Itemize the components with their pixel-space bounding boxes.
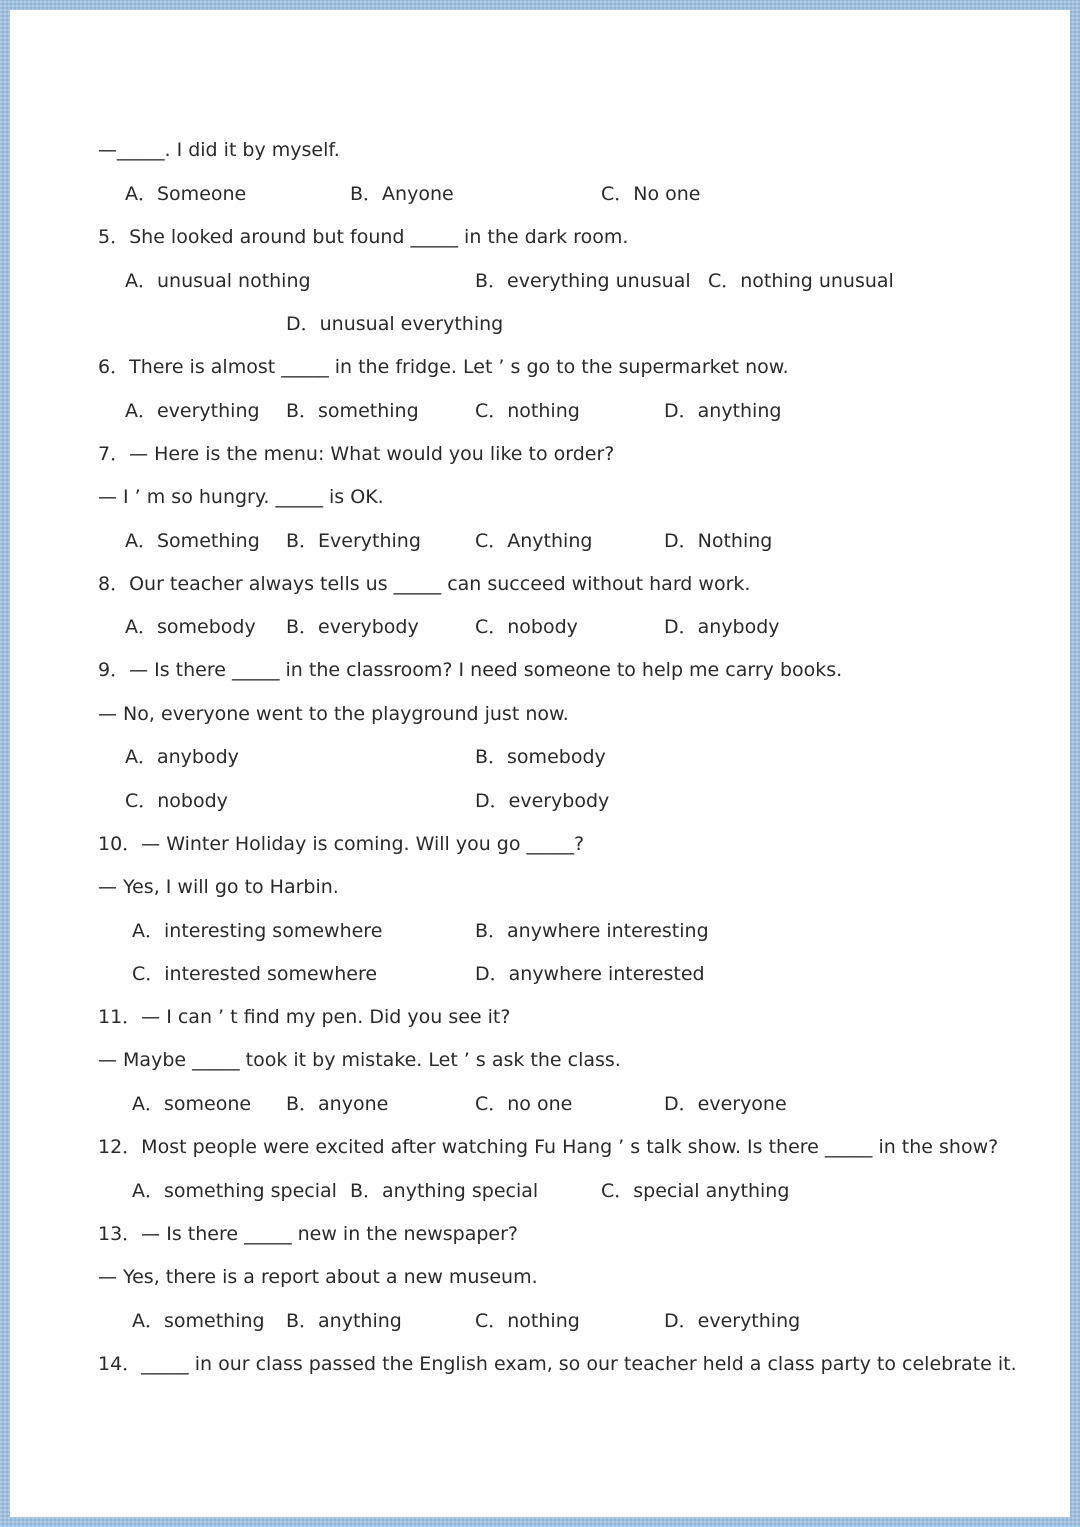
answer-option: C．nothing unusual — [708, 270, 894, 292]
question-line: 14．_____ in our class passed the English exam, so our teacher held a class party to celebrate it. — [98, 1353, 1017, 1375]
question-line: — Yes, I will go to Harbin. — [98, 876, 339, 898]
answer-option: C．nothing — [475, 1310, 580, 1332]
answer-option: D．everyone — [664, 1093, 787, 1115]
answer-option: D．everything — [664, 1310, 801, 1332]
answer-option: A．everything — [125, 400, 260, 422]
answer-option: B．everything unusual — [475, 270, 691, 292]
answer-option: B．anything — [286, 1310, 402, 1332]
answer-option: B．anywhere interesting — [475, 920, 709, 942]
worksheet-page — [10, 10, 1070, 1517]
answer-option: A．Someone — [125, 183, 247, 205]
answer-option: A．someone — [132, 1093, 252, 1115]
answer-option: C．nobody — [475, 616, 578, 638]
answer-option: C．interested somewhere — [132, 963, 378, 985]
question-line: — Maybe _____ took it by mistake. Let ’ s ask the class. — [98, 1049, 621, 1071]
question-line: 10．— Winter Holiday is coming. Will you go _____? — [98, 833, 585, 855]
question-line: — Yes, there is a report about a new museum. — [98, 1266, 538, 1288]
question-line: 8．Our teacher always tells us _____ can succeed without hard work. — [98, 573, 751, 595]
question-line: 6．There is almost _____ in the fridge. Let ’ s go to the supermarket now. — [98, 356, 789, 378]
answer-option: C．no one — [475, 1093, 573, 1115]
answer-option: A．anybody — [125, 746, 239, 768]
answer-option: A．something — [132, 1310, 265, 1332]
answer-option: C．nothing — [475, 400, 580, 422]
answer-option: D．Nothing — [664, 530, 773, 552]
question-line: —_____. I did it by myself. — [98, 139, 340, 161]
answer-option: C．special anything — [601, 1180, 790, 1202]
answer-option: A．unusual nothing — [125, 270, 311, 292]
question-line: — No, everyone went to the playground just now. — [98, 703, 569, 725]
answer-option: B．anything special — [350, 1180, 539, 1202]
answer-option: B．everybody — [286, 616, 419, 638]
answer-option: D．everybody — [475, 790, 610, 812]
answer-option: B．Everything — [286, 530, 421, 552]
answer-option: C．nobody — [125, 790, 228, 812]
question-line: 13．— Is there _____ new in the newspaper? — [98, 1223, 519, 1245]
answer-option: D．unusual everything — [286, 313, 504, 335]
answer-option: A．interesting somewhere — [132, 920, 383, 942]
question-line: 11．— I can ’ t find my pen. Did you see it? — [98, 1006, 511, 1028]
question-line: 12．Most people were excited after watching Fu Hang ’ s talk show. Is there _____ in the show? — [98, 1136, 999, 1158]
answer-option: B．somebody — [475, 746, 606, 768]
question-line: 5．She looked around but found _____ in the dark room. — [98, 226, 629, 248]
answer-option: B．something — [286, 400, 419, 422]
question-line: 9．— Is there _____ in the classroom? I need someone to help me carry books. — [98, 659, 843, 681]
answer-option: D．anywhere interested — [475, 963, 705, 985]
answer-option: A．somebody — [125, 616, 256, 638]
question-line: — I ’ m so hungry. _____ is OK. — [98, 486, 384, 508]
answer-option: A．something special — [132, 1180, 337, 1202]
answer-option: D．anybody — [664, 616, 780, 638]
answer-option: B．anyone — [286, 1093, 389, 1115]
answer-option: A．Something — [125, 530, 260, 552]
question-line: 7．— Here is the menu: What would you like to order? — [98, 443, 615, 465]
answer-option: C．Anything — [475, 530, 593, 552]
answer-option: B．Anyone — [350, 183, 454, 205]
answer-option: C．No one — [601, 183, 701, 205]
answer-option: D．anything — [664, 400, 782, 422]
